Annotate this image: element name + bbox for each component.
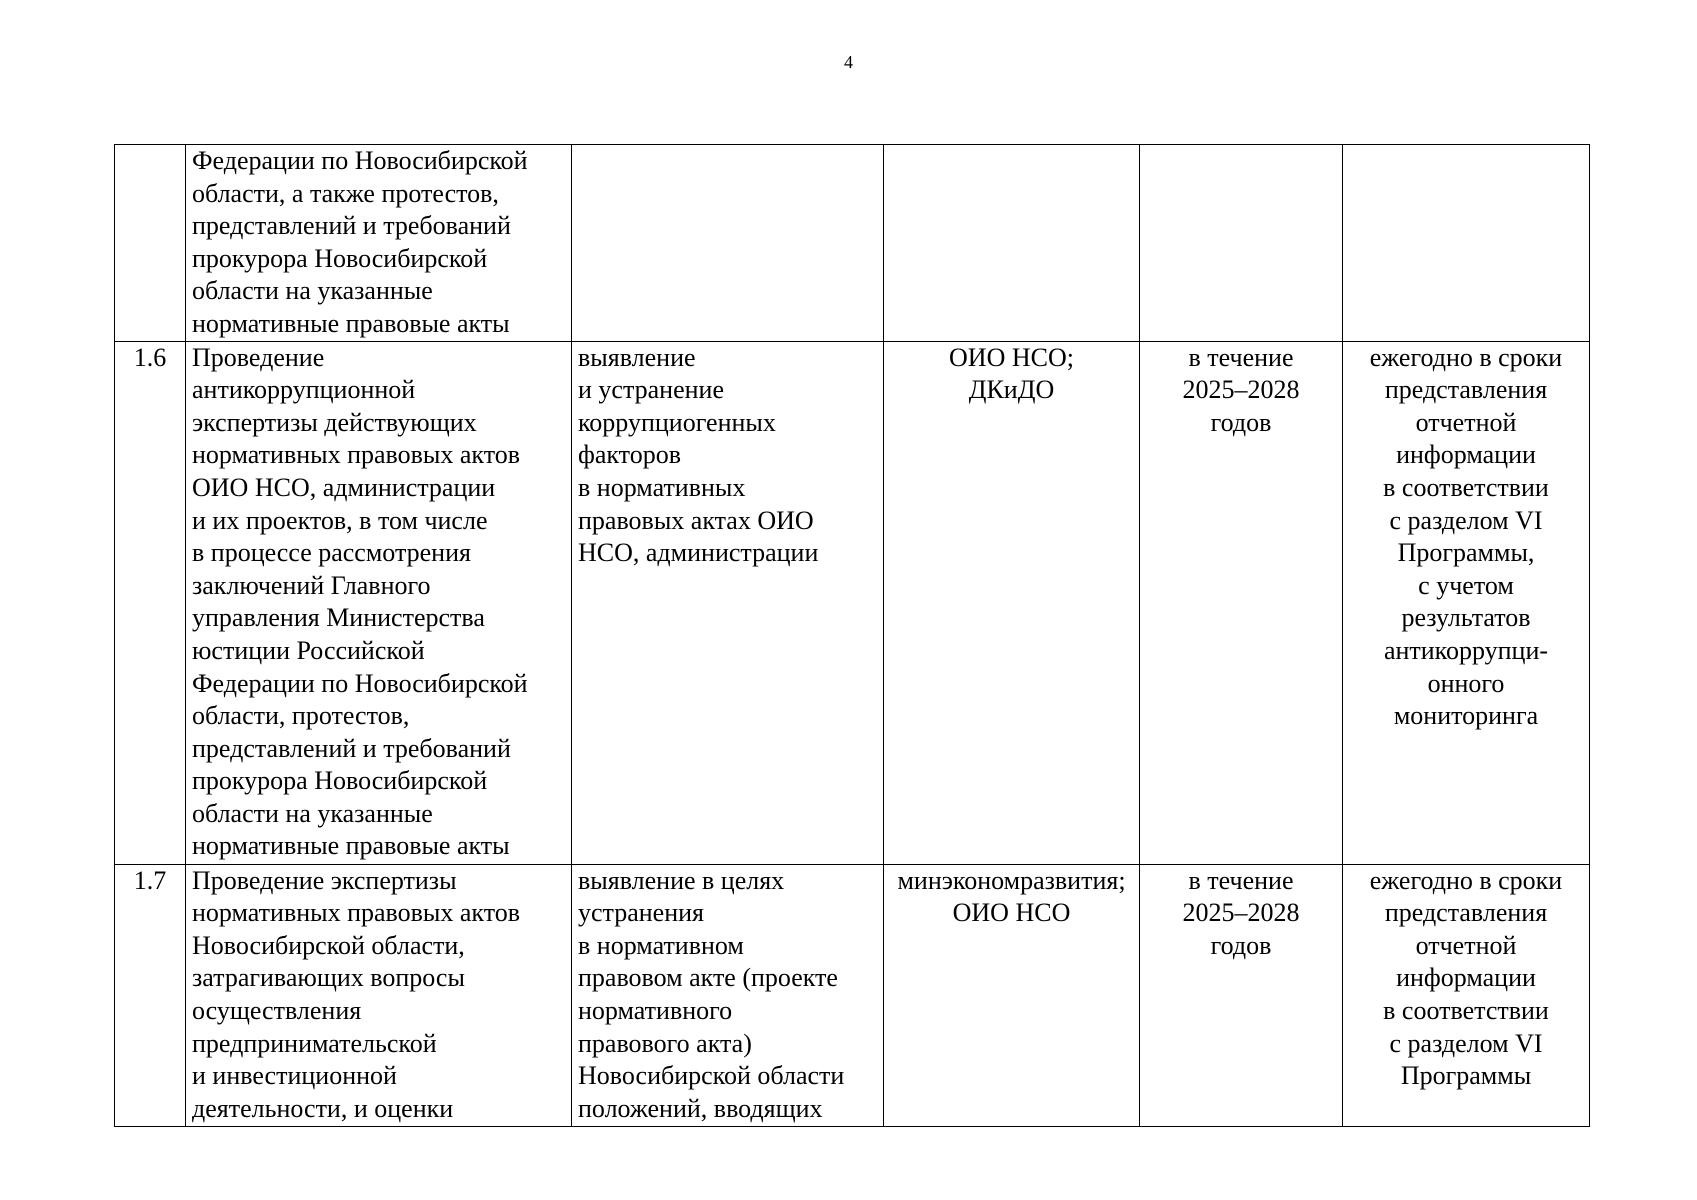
executor-cell: минэкономразвития; ОИО НСО — [884, 864, 1140, 1126]
reporting-cell — [1343, 145, 1590, 342]
page-number: 4 — [844, 52, 853, 72]
measure-cell: Проведение антикоррупционной экспертизы действующих нормативных правовых актов ОИО НСО, администрации и их проектов, в том числе в процессе рассмотрения заключений Главного управления Министерства юстиции Российской Федерации по Новосибирской области, протестов, представлений и требований прокурора Новосибирской области на указанные нормативные правовые акты — [186, 341, 572, 864]
executor-cell: ОИО НСО; ДКиДО — [884, 341, 1140, 864]
table-row — [115, 145, 1590, 342]
measures-table — [114, 144, 1590, 1127]
row-number-cell: 1.6 — [115, 341, 186, 864]
table-row — [115, 341, 1590, 864]
result-cell — [572, 145, 884, 342]
row-number-cell — [115, 145, 186, 342]
executor-cell — [884, 145, 1140, 342]
result-cell: выявление и устранение коррупциогенных факторов в нормативных правовых актах ОИО НСО, администрации — [572, 341, 884, 864]
reporting-cell: ежегодно в сроки представления отчетной информации в соответствии с разделом VI Программы, с учетом результатов антикоррупци- онного мониторинга — [1343, 341, 1590, 864]
row-number-cell: 1.7 — [115, 864, 186, 1126]
measure-cell: Федерации по Новосибирской области, а также протестов, представлений и требований прокурора Новосибирской области на указанные нормативные правовые акты — [186, 145, 572, 342]
result-cell: выявление в целях устранения в нормативном правовом акте (проекте нормативного правового акта) Новосибирской области положений, вводящих — [572, 864, 884, 1126]
reporting-cell: ежегодно в сроки представления отчетной информации в соответствии с разделом VI Программы — [1343, 864, 1590, 1126]
period-cell — [1140, 145, 1343, 342]
period-cell: в течение 2025–2028 годов — [1140, 864, 1343, 1126]
measure-cell: Проведение экспертизы нормативных правовых актов Новосибирской области, затрагивающих вопросы осуществления предпринимательской и инвестиционной деятельности, и оценки — [186, 864, 572, 1126]
period-cell: в течение 2025–2028 годов — [1140, 341, 1343, 864]
table-row — [115, 864, 1590, 1126]
